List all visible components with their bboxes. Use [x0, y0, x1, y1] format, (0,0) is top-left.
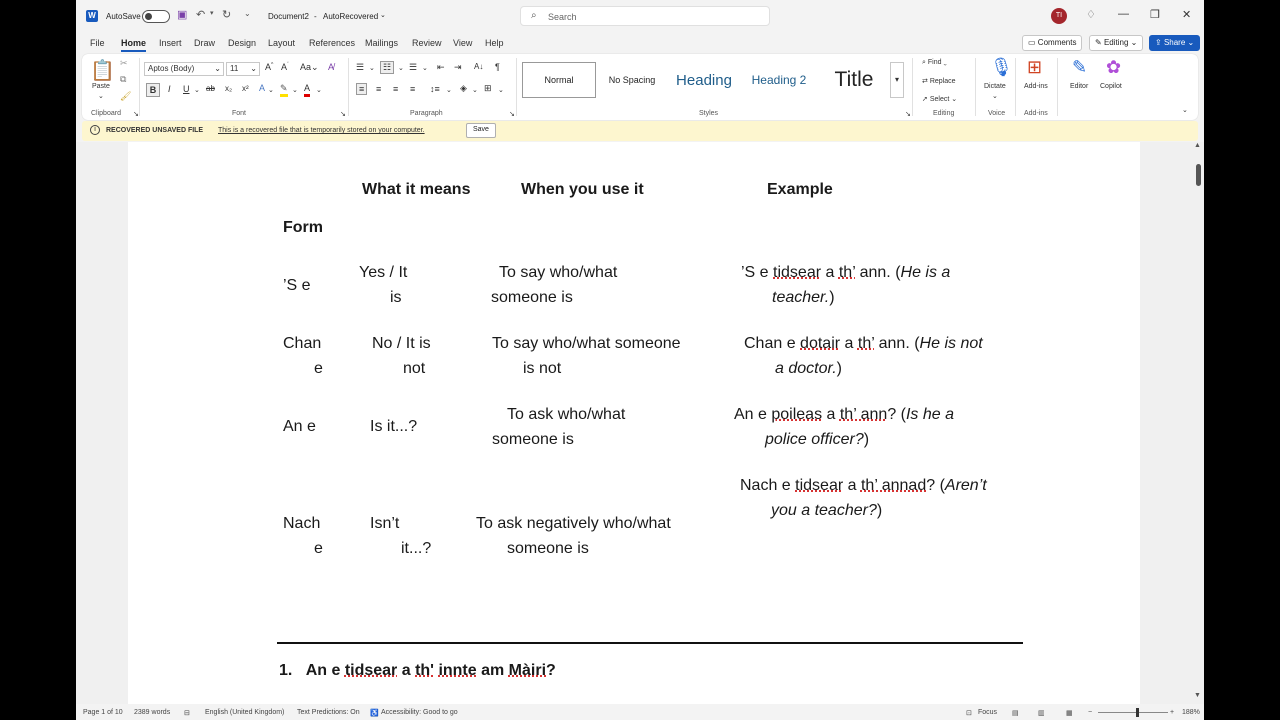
font-size-value: 11	[230, 64, 239, 73]
copy-icon[interactable]: ⧉	[120, 74, 127, 84]
dictate-label[interactable]: Dictate	[984, 83, 1006, 90]
restore-icon[interactable]: ❐	[1150, 9, 1160, 21]
chevron-down-icon: ⌄	[214, 64, 221, 73]
dialog-launcher-icon[interactable]: ↘	[509, 111, 515, 118]
document-area	[76, 142, 1204, 704]
shrink-font-icon[interactable]: $A^ˇ$	[281, 62, 289, 72]
scrollbar-thumb[interactable]	[1196, 164, 1201, 186]
zoom-slider[interactable]	[1098, 712, 1168, 713]
header-meaning: What it means	[362, 181, 471, 198]
word-logo-icon: W	[86, 10, 98, 22]
tab-insert[interactable]: Insert	[159, 38, 182, 48]
editor-icon[interactable]: ✎	[1072, 57, 1088, 77]
decrease-indent-icon[interactable]: ⇤	[437, 62, 445, 72]
style-normal[interactable]: Normal	[522, 62, 596, 98]
tab-review[interactable]: Review	[412, 38, 442, 48]
title-bar	[76, 0, 1204, 32]
add-ins-icon[interactable]: ⊞	[1027, 57, 1043, 77]
dialog-launcher-icon[interactable]: ↘	[133, 111, 139, 118]
header-use: When you use it	[521, 181, 644, 198]
ribbon-divider	[348, 58, 349, 116]
scroll-down-icon[interactable]: ▼	[1194, 692, 1201, 699]
style-no-spacing[interactable]: No Spacing	[608, 75, 656, 85]
tab-mailings[interactable]: Mailings	[365, 38, 399, 48]
tab-layout[interactable]: Layout	[268, 38, 296, 48]
chevron-down-icon[interactable]: ⌄	[369, 65, 375, 72]
autosave-label: AutoSave	[106, 12, 141, 21]
chevron-down-icon[interactable]: ⌄	[194, 87, 200, 94]
info-icon: i	[90, 125, 100, 135]
row1-example-line2: teacher.)	[772, 289, 835, 306]
font-name-box[interactable]	[144, 62, 224, 76]
zoom-slider-thumb[interactable]	[1136, 708, 1139, 717]
document-name: Document2	[268, 12, 309, 21]
align-right-icon[interactable]: ≡	[393, 84, 399, 94]
chevron-down-icon[interactable]: ⌄	[446, 87, 452, 94]
cursor-icon: ➚	[922, 96, 928, 103]
replace-button[interactable]	[922, 77, 956, 85]
ribbon-divider	[516, 58, 517, 116]
align-left-icon[interactable]: ≡	[356, 83, 367, 95]
chevron-down-icon[interactable]: ⌄	[316, 87, 322, 94]
select-button[interactable]: ➚ Select ⌄	[922, 96, 958, 103]
clear-formatting-icon[interactable]: A̸	[328, 62, 335, 72]
ribbon-divider	[1015, 58, 1016, 116]
chevron-down-icon[interactable]: ⌄	[268, 87, 274, 94]
ribbon-divider	[1057, 58, 1058, 116]
focus-icon[interactable]: ⊡	[966, 710, 972, 717]
row2-example-line2: a doctor.)	[775, 360, 842, 377]
row2-form-line1: Chan	[283, 335, 322, 352]
row1-use-line2: someone is	[491, 289, 573, 306]
row2-meaning-line1: No / It is	[372, 335, 431, 352]
recovered-file-bar	[82, 121, 1198, 141]
zoom-in-icon[interactable]: +	[1170, 709, 1175, 716]
multilevel-list-icon[interactable]: ☰	[409, 62, 418, 72]
redo-icon[interactable]: ↻	[222, 9, 232, 21]
row3-meaning: Is it...?	[370, 418, 418, 435]
row3-form: An e	[283, 418, 316, 435]
row4-meaning-line2: it...?	[401, 540, 432, 557]
shading-icon[interactable]: ◈	[460, 83, 467, 93]
avatar[interactable]: TI	[1051, 8, 1067, 24]
comment-icon: ▭	[1028, 38, 1036, 47]
line-spacing-icon[interactable]: ↕≡	[430, 84, 440, 94]
ribbon-divider	[975, 58, 976, 116]
chevron-down-icon[interactable]: ⌄	[422, 65, 428, 72]
tab-view[interactable]: View	[453, 38, 473, 48]
tab-home[interactable]: Home	[121, 38, 147, 48]
page-count[interactable]: Page 1 of 10	[83, 709, 123, 716]
style-title[interactable]: Title	[834, 68, 874, 91]
sort-icon[interactable]: A↓	[474, 62, 484, 71]
title-separator: -	[314, 12, 317, 21]
tab-draw[interactable]: Draw	[194, 38, 216, 48]
ribbon-divider	[912, 58, 913, 116]
replace-label: Replace	[929, 78, 956, 85]
tab-design[interactable]: Design	[228, 38, 257, 48]
share-icon: ⇪	[1155, 38, 1162, 47]
row2-use-line1: To say who/what someone	[492, 335, 681, 352]
style-heading[interactable]: Heading	[676, 71, 732, 89]
replace-icon: ⇄	[922, 78, 928, 85]
add-ins-label[interactable]: Add-ins	[1024, 83, 1048, 90]
recovered-message: This is a recovered file that is temporarily stored on your computer.	[218, 127, 425, 134]
dialog-launcher-icon[interactable]: ↘	[340, 111, 346, 118]
cut-icon[interactable]: ✂	[120, 58, 128, 68]
row1-meaning-line1: Yes / It	[359, 264, 408, 281]
bold-icon[interactable]: B	[146, 83, 160, 97]
bullets-icon[interactable]: ☰	[356, 62, 365, 72]
font-group-label: Font	[232, 110, 247, 117]
header-example: Example	[767, 181, 833, 198]
change-case-icon[interactable]: Aa⌄	[300, 62, 319, 72]
find-label: Find	[927, 59, 942, 66]
chevron-down-icon[interactable]: ⌄	[380, 12, 386, 19]
row3-use-line1: To ask who/what	[507, 406, 626, 423]
chevron-down-icon[interactable]: ⌄	[992, 93, 998, 100]
copilot-icon[interactable]: ✿	[1106, 57, 1122, 77]
web-layout-icon[interactable]: ▦	[1066, 710, 1073, 717]
format-painter-icon[interactable]: 🖌	[120, 91, 132, 101]
highlight-icon[interactable]: ✎	[280, 83, 288, 97]
vertical-scrollbar[interactable]	[1192, 142, 1204, 704]
row2-use-line2: is not	[523, 360, 562, 377]
minimize-icon[interactable]: —	[1118, 8, 1129, 20]
search-icon: ⌕	[531, 10, 537, 21]
chevron-down-icon[interactable]: ⌄	[98, 93, 104, 100]
zoom-out-icon[interactable]: −	[1088, 709, 1093, 716]
chevron-down-icon[interactable]: ⌄	[292, 87, 298, 94]
print-layout-icon[interactable]: ▥	[1038, 710, 1045, 717]
row4-example-line2: you a teacher?)	[771, 502, 883, 519]
collapse-ribbon-icon[interactable]: ⌄	[1182, 107, 1188, 114]
paragraph-group-label: Paragraph	[410, 110, 443, 117]
styles-gallery-more-icon[interactable]: ▾	[890, 62, 904, 98]
row4-form-line2: e	[314, 540, 323, 557]
copilot-label[interactable]: Copilot	[1100, 83, 1122, 90]
chevron-down-icon[interactable]: ⌄	[398, 65, 404, 72]
chevron-down-icon[interactable]: ⌄	[472, 87, 478, 94]
status-bar	[76, 704, 1204, 720]
text-effects-icon[interactable]: A	[259, 83, 266, 93]
lightbulb-icon[interactable]: ♢	[1086, 9, 1096, 21]
row3-example-line2: police officer?)	[765, 431, 870, 448]
superscript-icon[interactable]: x²	[242, 84, 249, 93]
clipboard-group-label: Clipboard	[91, 110, 121, 117]
chevron-down-icon[interactable]: ⌄	[498, 87, 504, 94]
close-icon[interactable]: ✕	[1182, 9, 1192, 21]
zoom-level[interactable]: 188%	[1182, 709, 1200, 716]
document-status[interactable]: AutoRecovered	[323, 12, 379, 21]
search-placeholder: Search	[548, 12, 577, 22]
dialog-launcher-icon[interactable]: ↘	[905, 111, 911, 118]
text-predictions[interactable]: Text Predictions: On	[297, 709, 360, 716]
paste-label[interactable]: Paste	[92, 83, 110, 90]
editing-mode-button[interactable]: ✎ Editing ⌄	[1089, 35, 1143, 51]
strikethrough-icon[interactable]: ab	[206, 84, 215, 93]
language[interactable]: English (United Kingdom)	[205, 709, 285, 716]
subscript-icon[interactable]: x₂	[225, 84, 233, 93]
row1-form: ’S e	[283, 277, 311, 294]
chevron-down-icon: ⌄	[250, 64, 257, 73]
row1-meaning-line2: is	[390, 289, 402, 306]
grow-font-icon[interactable]: A^	[265, 62, 274, 72]
italic-icon[interactable]: I	[168, 84, 171, 94]
borders-icon[interactable]: ⊞	[484, 83, 492, 93]
font-name-value: Aptos (Body)	[148, 64, 195, 73]
read-mode-icon[interactable]: ▤	[1012, 710, 1019, 717]
ribbon-home	[82, 54, 1198, 120]
justify-icon[interactable]: ≡	[410, 84, 416, 94]
row4-form-line1: Nach	[283, 515, 321, 532]
row2-example-line1: Chan e dotair a th’ ann. (He is not	[744, 335, 983, 352]
undo-dropdown-icon[interactable]: ▾	[210, 10, 214, 17]
tab-file[interactable]: File	[90, 38, 105, 48]
ribbon-divider	[139, 58, 140, 116]
tab-references[interactable]: References	[309, 38, 356, 48]
select-label: Select	[929, 96, 950, 103]
row4-use-line2: someone is	[507, 540, 589, 557]
paste-icon[interactable]: 📋	[90, 60, 115, 82]
undo-icon[interactable]: ↶	[196, 9, 206, 21]
editor-label[interactable]: Editor	[1070, 83, 1089, 90]
editing-group-label: Editing	[933, 110, 955, 117]
autosave-toggle[interactable]	[142, 10, 170, 23]
find-button[interactable]: ⌕ Find ⌄	[922, 59, 947, 66]
styles-group-label: Styles	[699, 110, 719, 117]
editing-label: Editing	[1103, 38, 1129, 47]
row1-example-line1: ’S e tidsear a th’ ann. (He is a	[741, 264, 951, 281]
recovered-title: RECOVERED UNSAVED FILE	[106, 127, 204, 134]
document-page[interactable]	[128, 142, 1140, 704]
header-form: Form	[283, 219, 323, 236]
comments-label: Comments	[1037, 38, 1077, 47]
word-window	[76, 0, 1204, 720]
row3-use-line2: someone is	[492, 431, 574, 448]
save-icon[interactable]: ▣	[177, 9, 188, 21]
save-button[interactable]: Save	[466, 123, 496, 138]
voice-group-label: Voice	[988, 110, 1006, 117]
style-heading-2[interactable]: Heading 2	[751, 73, 807, 87]
search-input[interactable]	[520, 6, 770, 26]
show-formatting-marks-icon[interactable]: ¶	[495, 62, 500, 72]
font-size-box[interactable]	[226, 62, 260, 76]
share-button[interactable]: ⇪ Share ⌄	[1149, 35, 1200, 51]
pencil-icon: ✎	[1095, 38, 1102, 47]
row4-use-line1: To ask negatively who/what	[476, 515, 671, 532]
font-color-icon[interactable]: A	[304, 83, 310, 97]
add-ins-group-label: Add-ins	[1024, 110, 1048, 117]
underline-icon[interactable]: U	[183, 84, 190, 94]
align-center-icon[interactable]: ≡	[376, 84, 382, 94]
comments-button[interactable]	[1022, 35, 1082, 51]
word-count[interactable]: 2389 words	[134, 709, 171, 716]
row4-example-line1: Nach e tidsear a th’ annad? (Aren’t	[740, 477, 987, 494]
row2-meaning-line2: not	[403, 360, 426, 377]
share-label: Share	[1163, 38, 1186, 47]
customize-toolbar-icon[interactable]: ⌄	[244, 9, 251, 18]
row4-meaning-line1: Isn’t	[370, 515, 400, 532]
proofing-icon[interactable]: ⊟	[184, 710, 190, 717]
accessibility-status[interactable]: Accessibility: Good to go	[381, 709, 458, 716]
question-1: 1. An e tidsear a th' innte am Màiri?	[279, 662, 556, 679]
numbering-icon[interactable]: ☷	[380, 61, 394, 74]
horizontal-rule	[277, 642, 1023, 644]
focus-label[interactable]: Focus	[978, 709, 998, 716]
row3-example-line1: An e poileas a th’ ann? (Is he a	[734, 406, 955, 423]
increase-indent-icon[interactable]: ⇥	[454, 62, 462, 72]
search-icon: ⌕	[922, 59, 926, 66]
accessibility-icon: ♿	[370, 710, 379, 717]
scroll-up-icon[interactable]: ▲	[1194, 142, 1201, 149]
tab-help[interactable]: Help	[485, 38, 504, 48]
row1-use-line1: To say who/what	[499, 264, 618, 281]
row2-form-line2: e	[314, 360, 323, 377]
microphone-icon[interactable]: 🎙	[990, 57, 1013, 77]
